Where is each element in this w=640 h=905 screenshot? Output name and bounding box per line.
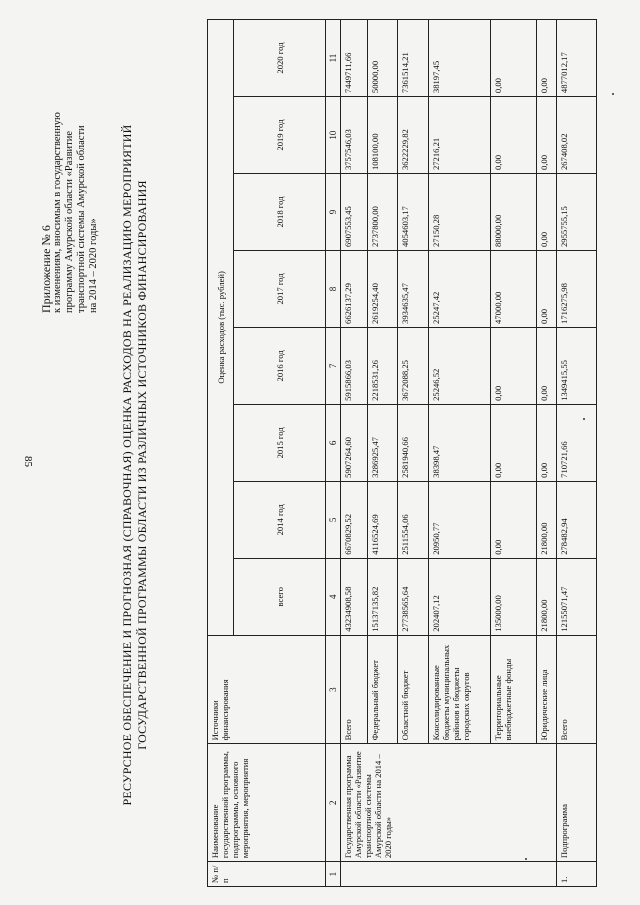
col-number: 9 (326, 174, 341, 251)
value-cell: 27738565,64 (398, 558, 429, 635)
value-cell: 6907553,45 (341, 174, 368, 251)
col-number: 10 (326, 97, 341, 174)
value-cell: 38197,45 (429, 20, 491, 97)
header-year: 2018 год (234, 174, 326, 251)
value-cell: 1716275,98 (557, 250, 597, 327)
value-cell: 0,00 (491, 20, 537, 97)
header-year: 2016 год (234, 327, 326, 404)
value-cell: 1349415,55 (557, 327, 597, 404)
value-cell: 0,00 (491, 404, 537, 481)
value-cell: 0,00 (537, 250, 557, 327)
header-num: № п/п (208, 862, 326, 887)
header-year: 2015 год (234, 404, 326, 481)
table-row (557, 20, 597, 887)
header-total: всего (234, 558, 326, 635)
value-cell: 3934635,47 (398, 250, 429, 327)
appendix-line: транспортной системы Амурской области (76, 125, 87, 313)
value-cell: 2955755,15 (557, 174, 597, 251)
value-cell: 2581940,66 (398, 404, 429, 481)
value-cell: 278482,94 (557, 481, 597, 558)
page-number: 85 (22, 456, 34, 467)
col-number: 2 (326, 744, 341, 862)
source-cell: Всего (341, 635, 368, 744)
header-estimate: Оценка расходов (тыс. рублей) (208, 20, 234, 636)
appendix-line: программу Амурской области «Развитие (64, 130, 75, 313)
source-cell: Территориальные внебюджетные фонды (491, 635, 537, 744)
header-year: 2019 год (234, 97, 326, 174)
value-cell: 2511554,06 (398, 481, 429, 558)
resource-table (207, 19, 597, 887)
appendix-note (40, 13, 100, 313)
value-cell: 4116524,69 (368, 481, 398, 558)
value-cell: 25246,52 (429, 327, 491, 404)
value-cell: 7449711,66 (341, 20, 368, 97)
scan-speck (612, 93, 614, 95)
value-cell: 27216,21 (429, 97, 491, 174)
value-cell: 710721,66 (557, 404, 597, 481)
subprogram-num: 1. (557, 862, 597, 887)
header-year: 2017 год (234, 250, 326, 327)
value-cell: 50000,00 (368, 20, 398, 97)
source-cell: Областной бюджет (398, 635, 429, 744)
value-cell: 0,00 (537, 174, 557, 251)
source-cell: Федеральный бюджет (368, 635, 398, 744)
col-number: 4 (326, 558, 341, 635)
appendix-line: к изменениям, вносимым в государственную (52, 112, 63, 313)
source-cell: Всего (557, 635, 597, 744)
value-cell: 7361514,21 (398, 20, 429, 97)
value-cell: 0,00 (537, 404, 557, 481)
appendix-title: Приложение № 6 (39, 225, 53, 313)
header-name: Наименование государственной программы, подпрограммы, основного мероприятия, мероприятия (208, 744, 326, 862)
value-cell: 12155071,47 (557, 558, 597, 635)
value-cell: 0,00 (491, 97, 537, 174)
value-cell: 47000,00 (491, 250, 537, 327)
value-cell: 2619254,40 (368, 250, 398, 327)
value-cell: 4054603,17 (398, 174, 429, 251)
value-cell: 21800,00 (537, 481, 557, 558)
col-number: 11 (326, 20, 341, 97)
value-cell: 108100,00 (368, 97, 398, 174)
source-cell: Консолидированные бюджеты муниципальных районов и бюджеты городских округов (429, 635, 491, 744)
appendix-line: на 2014 – 2020 годы» (88, 218, 99, 313)
value-cell: 135000,00 (491, 558, 537, 635)
col-number: 6 (326, 404, 341, 481)
value-cell: 2218531,26 (368, 327, 398, 404)
value-cell: 38398,47 (429, 404, 491, 481)
value-cell: 0,00 (537, 327, 557, 404)
table-row (341, 20, 368, 887)
value-cell: 3286925,47 (368, 404, 398, 481)
value-cell: 27150,28 (429, 174, 491, 251)
value-cell: 20950,77 (429, 481, 491, 558)
scan-speck (525, 858, 527, 860)
value-cell: 0,00 (491, 481, 537, 558)
program-num-cell (341, 862, 557, 887)
value-cell: 0,00 (537, 20, 557, 97)
col-number: 7 (326, 327, 341, 404)
title-line: ГОСУДАРСТВЕННОЙ ПРОГРАММЫ ОБЛАСТИ ИЗ РАЗЛИЧНЫХ ИСТОЧНИКОВ ФИНАНСИРОВАНИЯ (135, 180, 149, 750)
value-cell: 3672088,25 (398, 327, 429, 404)
value-cell: 0,00 (537, 97, 557, 174)
scan-speck (583, 418, 585, 420)
subprogram-name: Подпрограмма (557, 744, 597, 862)
value-cell: 4877012,17 (557, 20, 597, 97)
header-source: Источники финансирования (208, 635, 326, 744)
value-cell: 2737800,00 (368, 174, 398, 251)
value-cell: 5907264,60 (341, 404, 368, 481)
value-cell: 25247,42 (429, 250, 491, 327)
value-cell: 3622229,82 (398, 97, 429, 174)
document-title (120, 65, 150, 865)
col-number: 3 (326, 635, 341, 744)
value-cell: 15137135,82 (368, 558, 398, 635)
col-number: 1 (326, 862, 341, 887)
value-cell: 21800,00 (537, 558, 557, 635)
source-cell: Юридические лица (537, 635, 557, 744)
header-year: 2020 год (234, 20, 326, 97)
value-cell: 6626137,29 (341, 250, 368, 327)
title-line: РЕСУРСНОЕ ОБЕСПЕЧЕНИЕ И ПРОГНОЗНАЯ (СПРАВОЧНАЯ) ОЦЕНКА РАСХОДОВ НА РЕАЛИЗАЦИЮ МЕРОПРИЯТИЙ (120, 124, 134, 806)
header-year: 2014 год (234, 481, 326, 558)
value-cell: 5915866,03 (341, 327, 368, 404)
value-cell: 88000,00 (491, 174, 537, 251)
value-cell: 3757546,03 (341, 97, 368, 174)
program-name: Государственная программа Амурской области «Развитие транспортной системы Амурской области на 2014 – 2020 годы» (341, 744, 557, 862)
col-number: 5 (326, 481, 341, 558)
value-cell: 267408,02 (557, 97, 597, 174)
value-cell: 6670829,52 (341, 481, 368, 558)
value-cell: 202407,12 (429, 558, 491, 635)
col-number: 8 (326, 250, 341, 327)
value-cell: 43234908,58 (341, 558, 368, 635)
value-cell: 0,00 (491, 327, 537, 404)
